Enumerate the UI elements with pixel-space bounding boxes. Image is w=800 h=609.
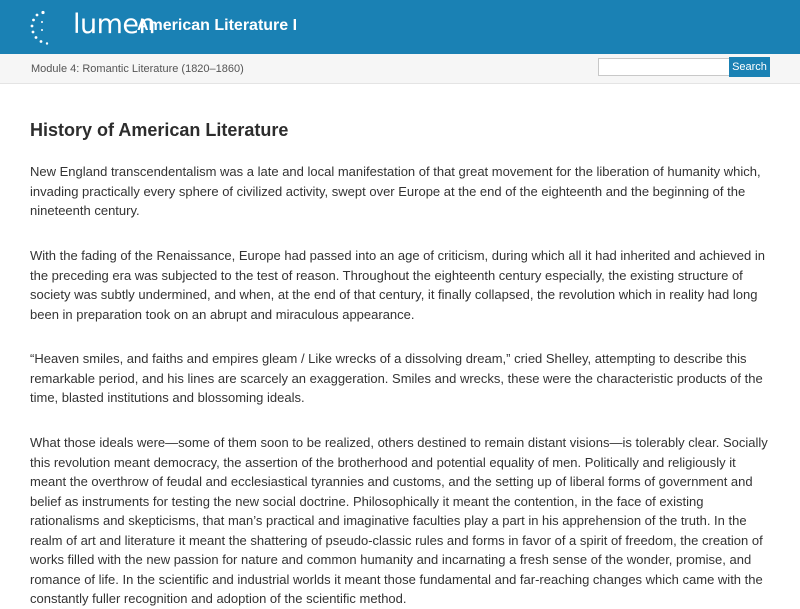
paragraph: What those ideals were—some of them soon to be realized, others destined to remain distant visions—is tolerably clear. Socially this revolution meant democracy, the assertion of the brotherhood and potential equality of men. Politically and religiously it meant the overthrow of feudal and ecclesiastical tyrannies and customs, and the setting up of liberal forms of government and belief as instruments for testing the new social doctrine. Philosophically it meant the contention, in the face of existing rationalisms and skepticisms, that man’s practical and imaginative faculties play a part in his apprehension of the truth. In the realm of art and literature it meant the shattering of pseudo-classic rules and forms in favor of a spirit of freedom, the creation of works filled with the new passion for nature and common humanity and incarnating a fresh sense of the wonder, promise, and romance of life. In the scientific and industrial worlds it meant those fundamental and far-reaching changes which came with the constantly fuller recognition and adoption of the scientific method.: [30, 435, 768, 606]
paragraph: “Heaven smiles, and faiths and empires gleam / Like wrecks of a dissolving dream,” cried Shelley, attempting to describe this remarkable period, and his lines are scarcely an exaggeration. Smiles and wrecks, these were the characteristic products of the time, blasted institutions and blossoming ideals.: [30, 351, 763, 405]
paragraph: New England transcendentalism was a late and local manifestation of that great movement for the liberation of humanity which, invading practically every sphere of civilized activity, swept over Europe at the end of the eighteenth and the beginning of the nineteenth century.: [30, 164, 761, 218]
breadcrumb[interactable]: Module 4: Romantic Literature (1820–1860): [31, 63, 244, 75]
lumen-dots-logo-icon: [29, 10, 73, 46]
search-input[interactable]: [598, 58, 730, 76]
main-content: [30, 118, 774, 606]
course-title[interactable]: American Literature I: [137, 17, 298, 34]
page-title: History of American Literature: [30, 120, 289, 140]
module-subheader: [0, 54, 800, 84]
paragraph: With the fading of the Renaissance, Europe had passed into an age of criticism, during which all it had inherited and achieved in the preceding era was subjected to the test of reason. Throughout the eighteenth century especially, the existing structure of society was subtly undermined, and when, at the end of that century, it finally collapsed, the revolution which in reality had long been in preparation took on an abrupt and miraculous appearance.: [30, 248, 765, 322]
top-header-bar: [0, 0, 800, 54]
lumen-logo[interactable]: [29, 9, 156, 46]
search-button[interactable]: Search: [729, 57, 770, 77]
logo-wordmark: lumen: [73, 9, 156, 40]
